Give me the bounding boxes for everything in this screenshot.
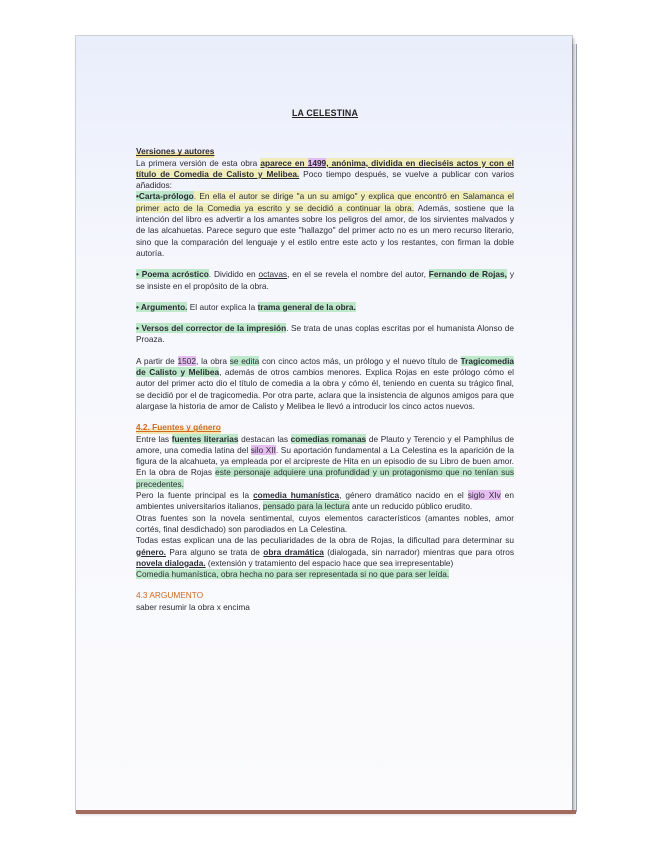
paragraph-argumento: • Argumento. El autor explica la trama general de la obra. bbox=[136, 301, 356, 312]
paragraph-fuente-principal: Pero la fuente principal es la comedia humanística, género dramático nacido en el siglo XIv en ambientes universitarios italianos, pensado para la lectura ante un reducido público erudito. bbox=[136, 490, 514, 512]
paragraph-novela-sentimental: Otras fuentes son la novela sentimental, cuyos elementos característicos (amantes nobles, amor cortés, final desdichado) son parodiados en La Celestina. bbox=[136, 512, 514, 534]
paragraph-comedia-humanistica: Comedia humanística, obra hecha no para ser representada si no que para ser leída. bbox=[136, 569, 450, 580]
paragraph-argumento-note: saber resumir la obra x encima bbox=[136, 601, 250, 612]
paragraph-first-version: La primera versión de esta obra aparece en 1499, anónima, dividida en dieciséis actos y con el título de Comedia de Calisto y Melibea. Poco tiempo después, se vuelve a publicar con varios añadidos: bbox=[136, 157, 514, 191]
paragraph-1502: A partir de 1502, la obra se edita con cinco actos más, un prólogo y el nuevo título de Tragicomedia de Calisto y Melibea, además de otros cambios menores. Explica Rojas en este prólogo cómo el autor del primer acto dio el título de comedia a la obra y cómo él, teniendo en cuenta su trágico final, se decidió por el de tragicomedia. Por otra parte, aclara que la insistencia de algunos amigos para que alargase la historia de amor de Calisto y Melibea le llevó a introducir los cinco actos nuevos. bbox=[136, 355, 514, 411]
page-content bbox=[136, 108, 514, 613]
paragraph-carta-prologo: •Carta-prólogo. En ella el autor se dirige "a un su amigo" y explica que encontró en Salamanca el primer acto de la Comedia ya escrito y se decidió a continuar la obra. Además, sostiene que la intención del libro es advertir a los amantes sobre los peligros del amor, de los sirvientes malvados y de las alcahuetas. Parece seguro que este "hallazgo" del primer acto no es un mero recurso literario, sino que la comparación del lenguaje y el estilo entre este acto y los restantes, con firman la doble autoría. bbox=[136, 191, 514, 258]
document-title: LA CELESTINA bbox=[291, 108, 359, 118]
document-page bbox=[76, 36, 572, 812]
page-bottom-edge bbox=[76, 810, 576, 814]
section-heading-versiones: Versiones y autores bbox=[136, 146, 215, 157]
paragraph-versos-corrector: • Versos del corrector de la impresión. Se trata de unas coplas escritas por el humanista Alonso de Proaza. bbox=[136, 323, 514, 345]
section-heading-argumento: 4.3 ARGUMENTO bbox=[136, 590, 204, 601]
paragraph-poema-acrostico: • Poema acróstico. Dividido en octavas, en el se revela el nombre del autor, Fernando de Rojas, y se insiste en el propósito de la obra. bbox=[136, 269, 514, 291]
paragraph-fuentes-literarias: Entre las fuentes literarias destacan las comedias romanas de Plauto y Terencio y el Pamphilus de amore, una comedia latina del silo XII. Su aportación fundamental a La Celestina es la aparición de la figura de la alcahueta, ya empleada por el arcipreste de Hita en un episodio de su Libro de buen amor. En la obra de Rojas este personaje adquiere una profundidad y un protagonismo que no tenían sus precedentes. bbox=[136, 433, 514, 489]
paragraph-genero: Todas estas explican una de las peculiaridades de la obra de Rojas, la dificultad para determinar su género. Para alguno se trata de obra dramática (dialogada, sin narrador) mientras que para otros novela dialogada. (extensión y tratamiento del espacio hace que sea irrepresentable) bbox=[136, 535, 514, 568]
section-heading-fuentes: 4.2. Fuentes y género bbox=[136, 422, 221, 433]
